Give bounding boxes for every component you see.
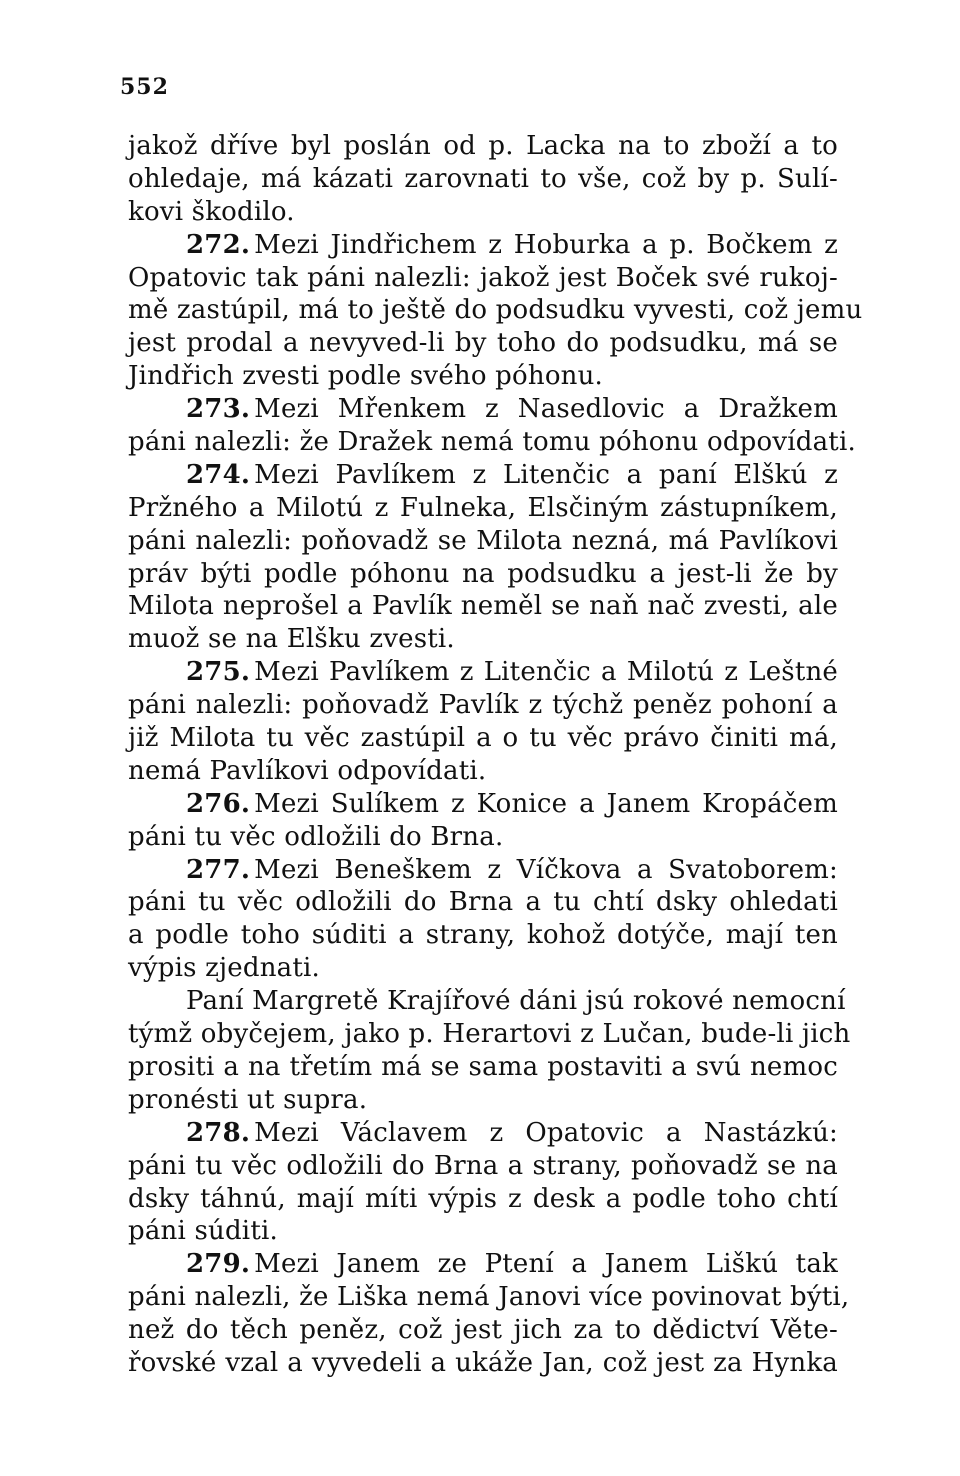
line-text: páni tu věc odložili do Brna a tu chtí dsky ohledati — [128, 887, 838, 918]
text-line — [128, 919, 838, 952]
line-text: páni tu věc odložili do Brna a strany, poňovadž se na — [128, 1150, 838, 1181]
text-line — [128, 755, 838, 788]
line-text: týmž obyčejem, jako p. Herartovi z Lučan, bude-li jich — [128, 1019, 851, 1050]
line-text: kovi škodilo. — [128, 196, 295, 227]
line-text: pronésti ut supra. — [128, 1084, 368, 1115]
text-line — [128, 1150, 838, 1183]
text-line — [128, 788, 838, 821]
line-text: Mezi Václavem z Opatovic a Nastázkú: — [254, 1117, 838, 1148]
text-line — [128, 294, 863, 327]
line-text: Opatovic tak páni nalezli: jakož jest Boček své rukoj- — [128, 262, 838, 293]
text-line — [128, 196, 838, 229]
line-text: páni nalezli: poňovadž Pavlík z týchž peněz pohoní a — [128, 690, 838, 721]
section-number: 277. — [186, 854, 251, 885]
text-line — [128, 1281, 850, 1314]
section-number: 272. — [186, 229, 251, 260]
text-line — [128, 459, 838, 492]
section-number: 273. — [186, 394, 251, 425]
line-text: Mezi Pavlíkem z Litenčic a paní Elškú z — [254, 459, 838, 490]
line-text: Paní Margretě Krajířové dáni jsú rokové nemocní — [186, 986, 846, 1017]
line-text: ohledaje, má kázati zarovnati to vše, což by p. Sulí- — [128, 163, 838, 194]
line-text: Jindřich zvesti podle svého póhonu. — [128, 361, 604, 392]
text-line — [128, 1018, 851, 1051]
text-line — [128, 854, 838, 887]
line-text: Mezi Janem ze Ptení a Janem Liškú tak — [254, 1249, 838, 1280]
text-line — [128, 1215, 838, 1248]
line-text: práv býti podle póhonu na podsudku a jest-li že by — [128, 558, 838, 589]
text-line — [128, 1084, 838, 1117]
text-line — [128, 327, 838, 360]
text-line — [128, 360, 838, 393]
line-text: Pržného a Milotú z Fulneka, Elsčiným zástupníkem, — [128, 492, 838, 523]
text-line — [128, 1347, 838, 1380]
text-line — [128, 426, 856, 459]
body-text — [128, 130, 863, 1380]
line-text: páni súditi. — [128, 1216, 278, 1247]
text-line — [128, 656, 838, 689]
text-line — [128, 163, 838, 196]
line-text: páni nalezli, že Liška nemá Janovi více povinovat býti, — [128, 1282, 850, 1313]
text-line — [128, 623, 838, 656]
text-line — [128, 1248, 838, 1281]
text-line — [128, 722, 838, 755]
text-line — [128, 590, 838, 623]
text-line — [128, 262, 838, 295]
line-text: již Milota tu věc zastúpil a o tu věc právo činiti má, — [128, 723, 838, 754]
text-line — [128, 1051, 838, 1084]
text-line — [128, 1183, 838, 1216]
line-text: páni nalezli: že Dražek nemá tomu póhonu odpovídati. — [128, 427, 856, 458]
section-number: 274. — [186, 459, 251, 490]
line-text: jakož dříve byl poslán od p. Lacka na to zboží a to — [128, 131, 838, 161]
line-text: výpis zjednati. — [128, 953, 321, 984]
line-text: jest prodal a nevyved-li by toho do podsudku, má se — [128, 328, 838, 359]
text-line — [128, 886, 838, 919]
text-line — [128, 525, 838, 558]
text-line — [128, 1314, 838, 1347]
line-text: Mezi Pavlíkem z Litenčic a Milotú z Leštné — [254, 657, 838, 688]
section-number: 278. — [186, 1117, 251, 1148]
text-line — [128, 689, 838, 722]
line-text: páni tu věc odložili do Brna. — [128, 821, 504, 852]
section-number: 276. — [186, 788, 251, 819]
text-line — [128, 492, 838, 525]
line-text: řovské vzal a vyvedeli a ukáže Jan, což jest za Hynka — [128, 1347, 838, 1378]
line-text: mě zastúpil, má to ještě do podsudku vyvesti, což jemu — [128, 295, 863, 326]
text-line — [128, 393, 838, 426]
section-number: 279. — [186, 1249, 251, 1280]
page-number: 552 — [120, 74, 169, 100]
line-text: muož se na Elšku zvesti. — [128, 624, 455, 655]
line-text: Mezi Sulíkem z Konice a Janem Kropáčem — [254, 788, 838, 819]
line-text: páni nalezli: poňovadž se Milota nezná, má Pavlíkovi — [128, 525, 838, 556]
text-line — [128, 821, 838, 854]
line-text: než do těch peněz, což jest jich za to dědictví Věte- — [128, 1315, 838, 1346]
text-line — [128, 985, 846, 1018]
text-line — [128, 130, 838, 163]
line-text: Mezi Mřenkem z Nasedlovic a Dražkem — [254, 394, 838, 425]
line-text: nemá Pavlíkovi odpovídati. — [128, 755, 487, 786]
line-text: prositi a na třetím má se sama postaviti a svú nemoc — [128, 1051, 838, 1082]
text-line — [128, 952, 838, 985]
line-text: a podle toho súditi a strany, kohož dotýče, mají ten — [128, 920, 838, 951]
line-text: dsky táhnú, mají míti výpis z desk a podle toho chtí — [128, 1183, 838, 1214]
line-text: Mezi Beneškem z Víčkova a Svatoborem: — [254, 854, 838, 885]
text-line — [128, 558, 838, 591]
line-text: Milota neprošel a Pavlík neměl se naň nač zvesti, ale — [128, 591, 838, 622]
line-text: Mezi Jindřichem z Hoburka a p. Bočkem z — [254, 229, 838, 260]
section-number: 275. — [186, 657, 251, 688]
text-line — [128, 229, 838, 262]
text-line — [128, 1117, 838, 1150]
